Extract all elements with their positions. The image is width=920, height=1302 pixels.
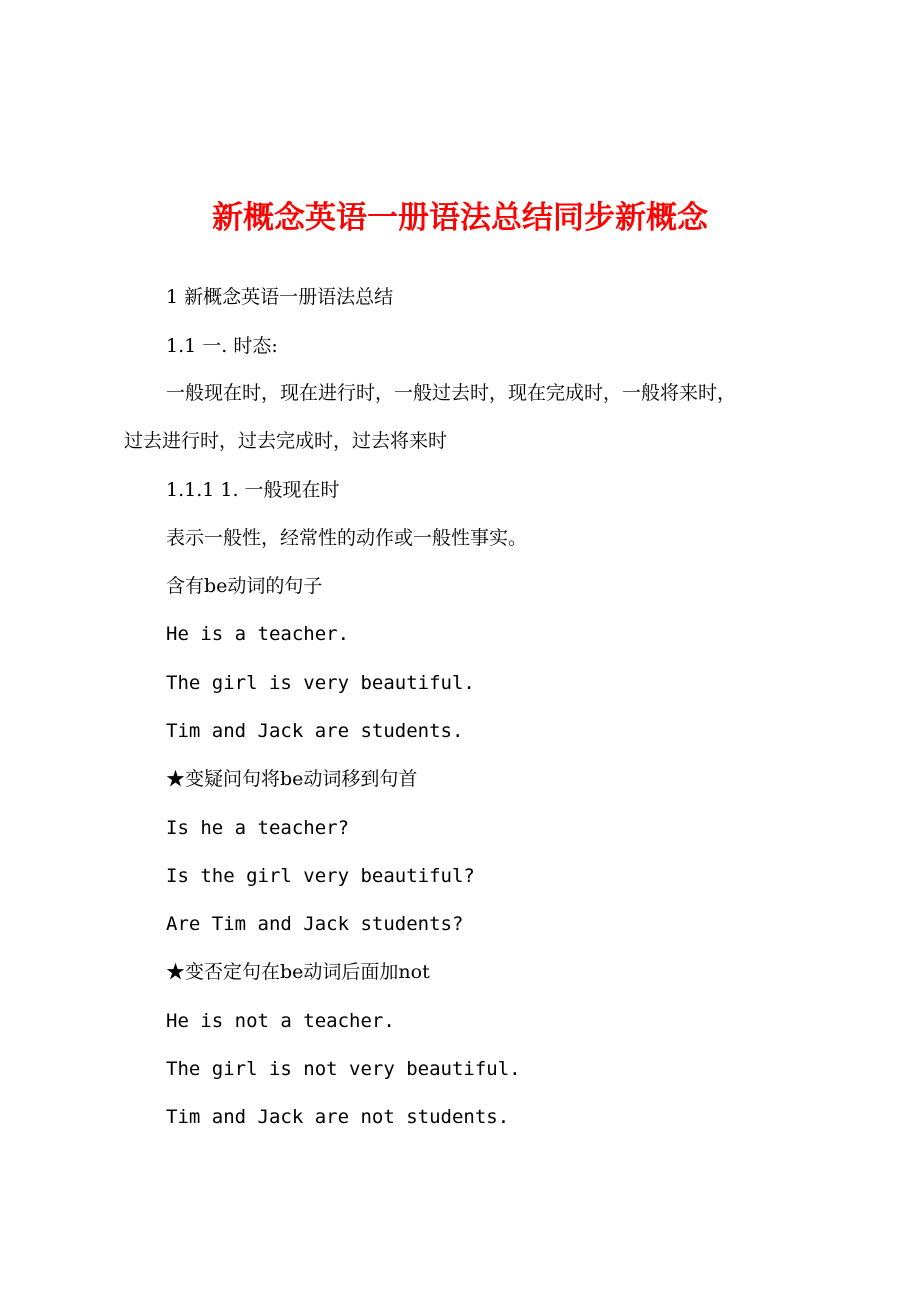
example-question: Are Tim and Jack students? — [166, 913, 464, 935]
example-negative: The girl is not very beautiful. — [166, 1058, 521, 1080]
subsection-heading: 1.1 一. 时态: — [166, 335, 278, 357]
tense-list-line-2: 过去进行时，过去完成时，过去将来时 — [124, 430, 448, 452]
question-rule: ★变疑问句将be动词移到句首 — [166, 768, 418, 790]
document-title: 新概念英语一册语法总结同步新概念 — [212, 200, 708, 236]
example-sentence: He is a teacher. — [166, 623, 350, 645]
subsubsection-heading: 1.1.1 1. 一般现在时 — [166, 479, 340, 501]
example-negative: Tim and Jack are not students. — [166, 1106, 510, 1128]
be-verb-heading: 含有be动词的句子 — [166, 575, 323, 597]
example-negative: He is not a teacher. — [166, 1010, 395, 1032]
tense-list-line-1: 一般现在时，现在进行时，一般过去时，现在完成时，一般将来时， — [166, 382, 737, 404]
example-question: Is he a teacher? — [166, 817, 350, 839]
example-question: Is the girl very beautiful? — [166, 865, 475, 887]
section-heading: 1 新概念英语一册语法总结 — [166, 286, 394, 308]
negative-rule: ★变否定句在be动词后面加not — [166, 961, 430, 983]
example-sentence: The girl is very beautiful. — [166, 672, 475, 694]
example-sentence: Tim and Jack are students. — [166, 720, 464, 742]
definition-text: 表示一般性，经常性的动作或一般性事实。 — [166, 527, 528, 549]
